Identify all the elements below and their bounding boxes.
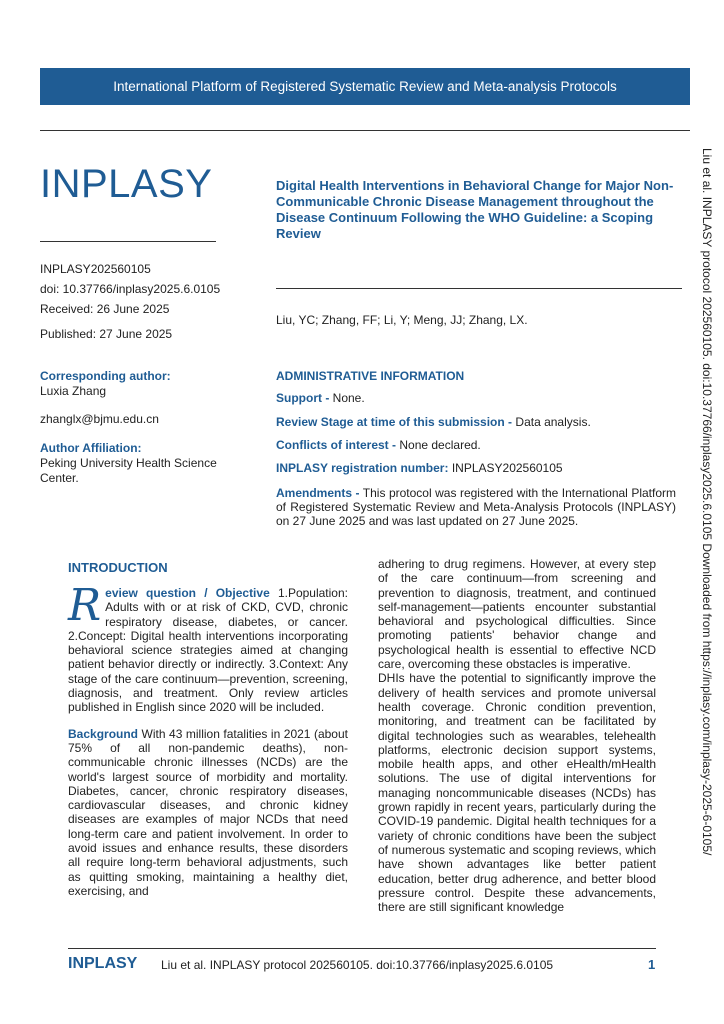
review-question-text: 1.Population: Adults with or at risk of CKD, CVD, chronic respiratory disease, diabetes, or cancer. 2.Concept: Digital health interventions incorporating behavioral science strategies aimed at changing patient behavior directly or indirectly. 3.Context: Any stage of the care continuum—prevention, screening, diagnosis, and treatment. Only review articles published in English since 2020 will be included. — [68, 586, 348, 715]
admin-heading: ADMINISTRATIVE INFORMATION — [276, 369, 465, 383]
conflicts-value: None declared. — [399, 438, 481, 452]
introduction-heading: INTRODUCTION — [68, 560, 168, 575]
stage-label: Review Stage at time of this submission - — [276, 415, 513, 429]
review-question-label: eview question / Objective — [105, 586, 270, 600]
admin-review-stage — [276, 415, 676, 429]
affiliation-label: Author Affiliation: — [40, 441, 142, 455]
corresponding-author — [40, 369, 171, 399]
registration-value: INPLASY202560105 — [451, 461, 563, 475]
footer-logo: INPLASY — [68, 955, 138, 972]
corresponding-author-label: Corresponding author: — [40, 369, 171, 383]
support-label: Support - — [276, 391, 330, 405]
page-number: 1 — [648, 957, 656, 972]
header-rule — [40, 130, 690, 131]
background-text: With 43 million fatalities in 2021 (about 75% of all non-pandemic deaths), non-communicable chronic illnesses (NCDs) are the world's largest source of morbidity and mortality. Diabetes, cancer, chronic respiratory diseases, cardiovascular diseases, and chronic kidney diseases are examples of major NCDs that need long-term care and patient involvement. In order to avoid issues and enhance results, these disorders all require long-term behavioral adjustments, such as quitting smoking, maintaining a healthy diet, exercising, and — [68, 726, 348, 898]
inplasy-logo: INPLASY — [40, 162, 213, 206]
column-left — [68, 580, 348, 898]
corresponding-email[interactable]: zhanglx@bjmu.edu.cn — [40, 412, 159, 426]
amendments-value: This protocol was registered with the International Platform of Registered Systematic Review and Meta-Analysis Protocols (INPLASY) on 27 June 2025 and was last updated on 27 June 2025. — [276, 486, 676, 528]
dropcap-letter: R — [68, 580, 102, 631]
support-value: None. — [332, 391, 365, 405]
review-question-paragraph — [68, 580, 348, 715]
corresponding-author-name: Luxia Zhang — [40, 384, 107, 398]
amendments-label: Amendments - — [276, 486, 360, 500]
conflicts-label: Conflicts of interest - — [276, 438, 397, 452]
received-date: Received: 26 June 2025 — [40, 302, 170, 316]
header-banner: International Platform of Registered Systematic Review and Meta-analysis Protocols — [40, 68, 690, 105]
admin-registration — [276, 461, 676, 475]
admin-conflicts — [276, 438, 676, 452]
background-paragraph — [68, 727, 348, 899]
doi[interactable]: doi: 10.37766/inplasy2025.6.0105 — [40, 282, 221, 296]
article-title: Digital Health Interventions in Behavioral Change for Major Non-Communicable Chronic Disease Management throughout the Disease Continuum Following the WHO Guideline: a Scoping Review — [276, 178, 674, 241]
stage-value: Data analysis. — [515, 415, 591, 429]
registration-label: INPLASY registration number: — [276, 461, 449, 475]
author-list: Liu, YC; Zhang, FF; Li, Y; Meng, JJ; Zhang, LX. — [276, 313, 528, 327]
column-right — [378, 557, 656, 914]
col2-paragraph-2: DHIs have the potential to significantly improve the delivery of health services and promote universal health coverage. Chronic condition prevention, monitoring, and treatment can be facilitated by digital technologies such as wearables, telehealth platforms, electronic decision support systems, mobile health apps, and other eHealth/mHealth solutions. The use of digital interventions for managing noncommunicable diseases (NCDs) has grown rapidly in recent years, particularly during the COVID-19 pandemic. Digital health techniques for a variety of chronic conditions have been the subject of numerous systematic and scoping reviews, which have shown advantages like better patient education, better drug adherence, and better blood pressure control. Despite these advancements, there are still significant knowledge — [378, 671, 656, 915]
footer-citation: Liu et al. INPLASY protocol 202560105. doi:10.37766/inplasy2025.6.0105 — [161, 958, 554, 972]
footer-rule — [68, 948, 656, 949]
published-date: Published: 27 June 2025 — [40, 327, 173, 341]
col2-paragraph-1: adhering to drug regimens. However, at every step of the care continuum—from screening and prevention to diagnosis, treatment, and continued self-management—patients encounter substantial behavioral and psychological difficulties. Since promoting patients' behavior change and psychological health is essential to effective NCD care, overcoming these obstacles is imperative. — [378, 557, 656, 672]
admin-amendments — [276, 486, 676, 528]
title-rule — [276, 288, 682, 289]
background-label: Background — [68, 726, 139, 741]
side-citation-text[interactable]: Liu et al. INPLASY protocol 202560105. doi:10.37766/inplasy2025.6.0105 Downloaded from https://inplasy.com/inplasy-2025-6-0105/ — [700, 148, 714, 856]
logo-rule — [40, 241, 216, 242]
author-affiliation — [40, 441, 240, 486]
protocol-id: INPLASY202560105 — [40, 262, 151, 276]
admin-support — [276, 391, 676, 405]
affiliation-value: Peking University Health Science Center. — [40, 456, 217, 485]
side-citation — [698, 148, 718, 898]
